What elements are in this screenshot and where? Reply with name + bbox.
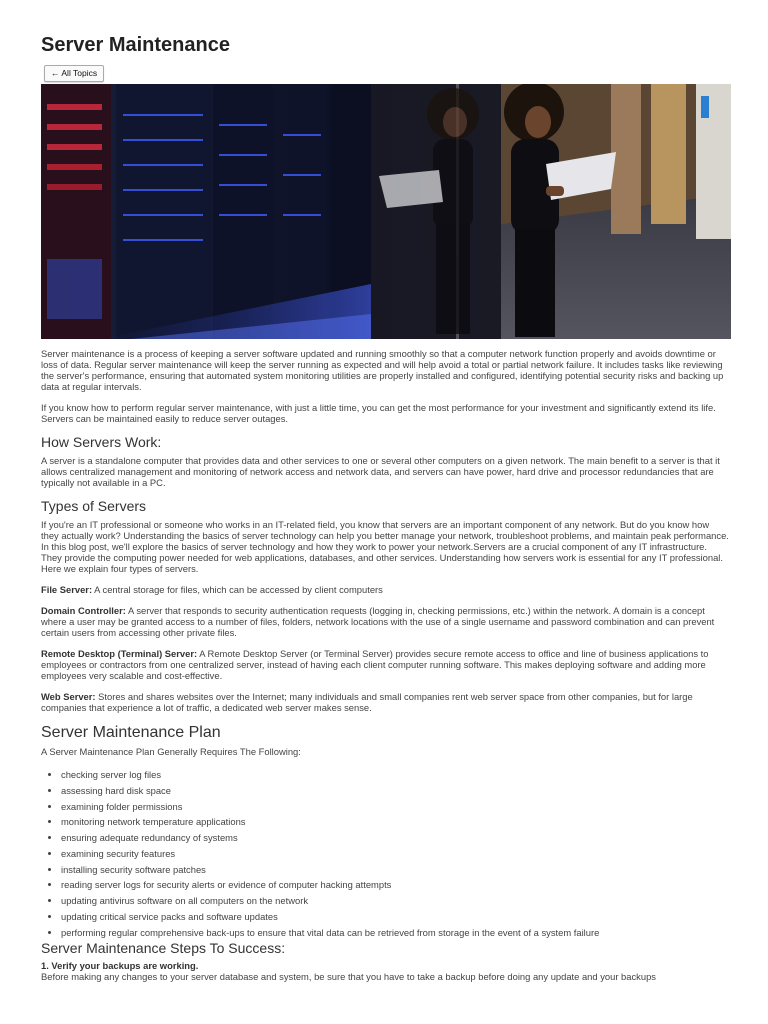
- steps-heading: Server Maintenance Steps To Success:: [41, 940, 286, 957]
- list-item: • assessing hard disk space: [61, 786, 729, 797]
- list-item: • performing regular comprehensive back-ups to ensure that vital data can be retrieved from storage in the event of a system failure: [61, 928, 729, 939]
- list-item: • examining security features: [61, 849, 729, 860]
- step-1-title: 1. Verify your backups are working.: [41, 960, 199, 972]
- server-type-desc: A Remote Desktop Server (or Terminal Server) provides secure remote access to office and line of business applications to employees or contractors from one centralized server, instead of having each client computer running software. This makes deploying software and adding more employees very scalable and cost-effective.: [41, 648, 709, 681]
- server-type-remote-desktop: [41, 648, 729, 681]
- types-of-servers-heading: Types of Servers: [41, 498, 147, 514]
- server-type-file-server: [41, 584, 729, 595]
- server-type-desc: A central storage for files, which can be accessed by client computers: [92, 584, 383, 595]
- article-body: [41, 348, 729, 982]
- page-title: Server Maintenance: [41, 34, 230, 56]
- server-type-desc: A server that responds to security authentication requests (logging in, checking permissions, etc.) within the network. A domain is a concept where a user may be granted access to a number of files, folders, network locations with the use of a single username and password combination and can prevent certain users from accessing other private files.: [41, 605, 715, 638]
- step-1: [41, 960, 729, 982]
- maintenance-plan-intro: A Server Maintenance Plan Generally Requires The Following:: [41, 746, 301, 757]
- list-item: • ensuring adequate redundancy of systems: [61, 833, 729, 844]
- server-type-desc: Stores and shares websites over the Internet; many individuals and small companies rent web server space from other companies, but for large companies that experience a lot of traffic, a dedicated web server makes sense.: [41, 691, 693, 713]
- maintenance-plan-heading: Server Maintenance Plan: [41, 724, 221, 741]
- types-of-servers-text: If you're an IT professional or someone who works in an IT-related field, you know that servers are an important component of any network. But do you know how they actually work? Understanding the basics of server technology can help you better manage your network, troubleshoot problems, and maintain peak performance. In this blog post, we'll explore the basics of server technology and how they work to power your network.Servers are a crucial component of any IT infrastructure. They provide the computing power needed for web applications, databases, and other services. Understanding how servers work is essential for any IT professional. Here we explain four types of servers.: [41, 519, 729, 574]
- server-type-term: Domain Controller:: [41, 605, 126, 616]
- list-item: • installing security software patches: [61, 865, 729, 876]
- server-type-term: File Server:: [41, 584, 93, 595]
- server-type-term: Web Server:: [41, 691, 96, 702]
- all-topics-button[interactable]: ← All Topics: [44, 65, 104, 82]
- server-type-web-server: [41, 691, 729, 713]
- list-item: • updating antivirus software on all computers on the network: [61, 896, 729, 907]
- intro-paragraph-1: Server maintenance is a process of keeping a server software updated and running smoothly so that a computer network function properly and avoids downtime or loss of data. Regular server maintenance will keep the server running as expected and will help avoid a total or partial network failure. It includes tasks like reviewing the server's performance, ensuring that automated system monitoring utilities are properly installed and configured, identifying potential security risks and backing up data at regular intervals.: [41, 348, 724, 392]
- how-servers-work-heading: How Servers Work:: [41, 434, 162, 450]
- server-type-term: Remote Desktop (Terminal) Server:: [41, 648, 198, 659]
- list-item: • examining folder permissions: [61, 802, 729, 813]
- list-item: • monitoring network temperature applications: [61, 817, 729, 828]
- list-item: • updating critical service packs and software updates: [61, 912, 729, 923]
- list-item: • reading server logs for security alerts or evidence of computer hacking attempts: [61, 880, 729, 891]
- list-item: • checking server log files: [61, 770, 729, 781]
- how-servers-work-text: A server is a standalone computer that provides data and other services to one or several other computers on a given network. The main benefit to a server is that it allows centralized management and monitoring of network access and network data, and servers can have power, hard drive and processor redundancies that are typically not available in a PC.: [41, 455, 720, 488]
- step-1-text: Before making any changes to your server database and system, be sure that you have to take a backup before doing any update and your backups: [41, 971, 656, 983]
- hero-image: [41, 84, 731, 339]
- maintenance-plan-list: [41, 770, 729, 938]
- intro-paragraph-2: If you know how to perform regular server maintenance, with just a little time, you can get the most performance for your investment and significantly extend its life. Servers can be maintained easily to reduce server outages.: [41, 402, 716, 424]
- server-type-domain-controller: [41, 605, 729, 638]
